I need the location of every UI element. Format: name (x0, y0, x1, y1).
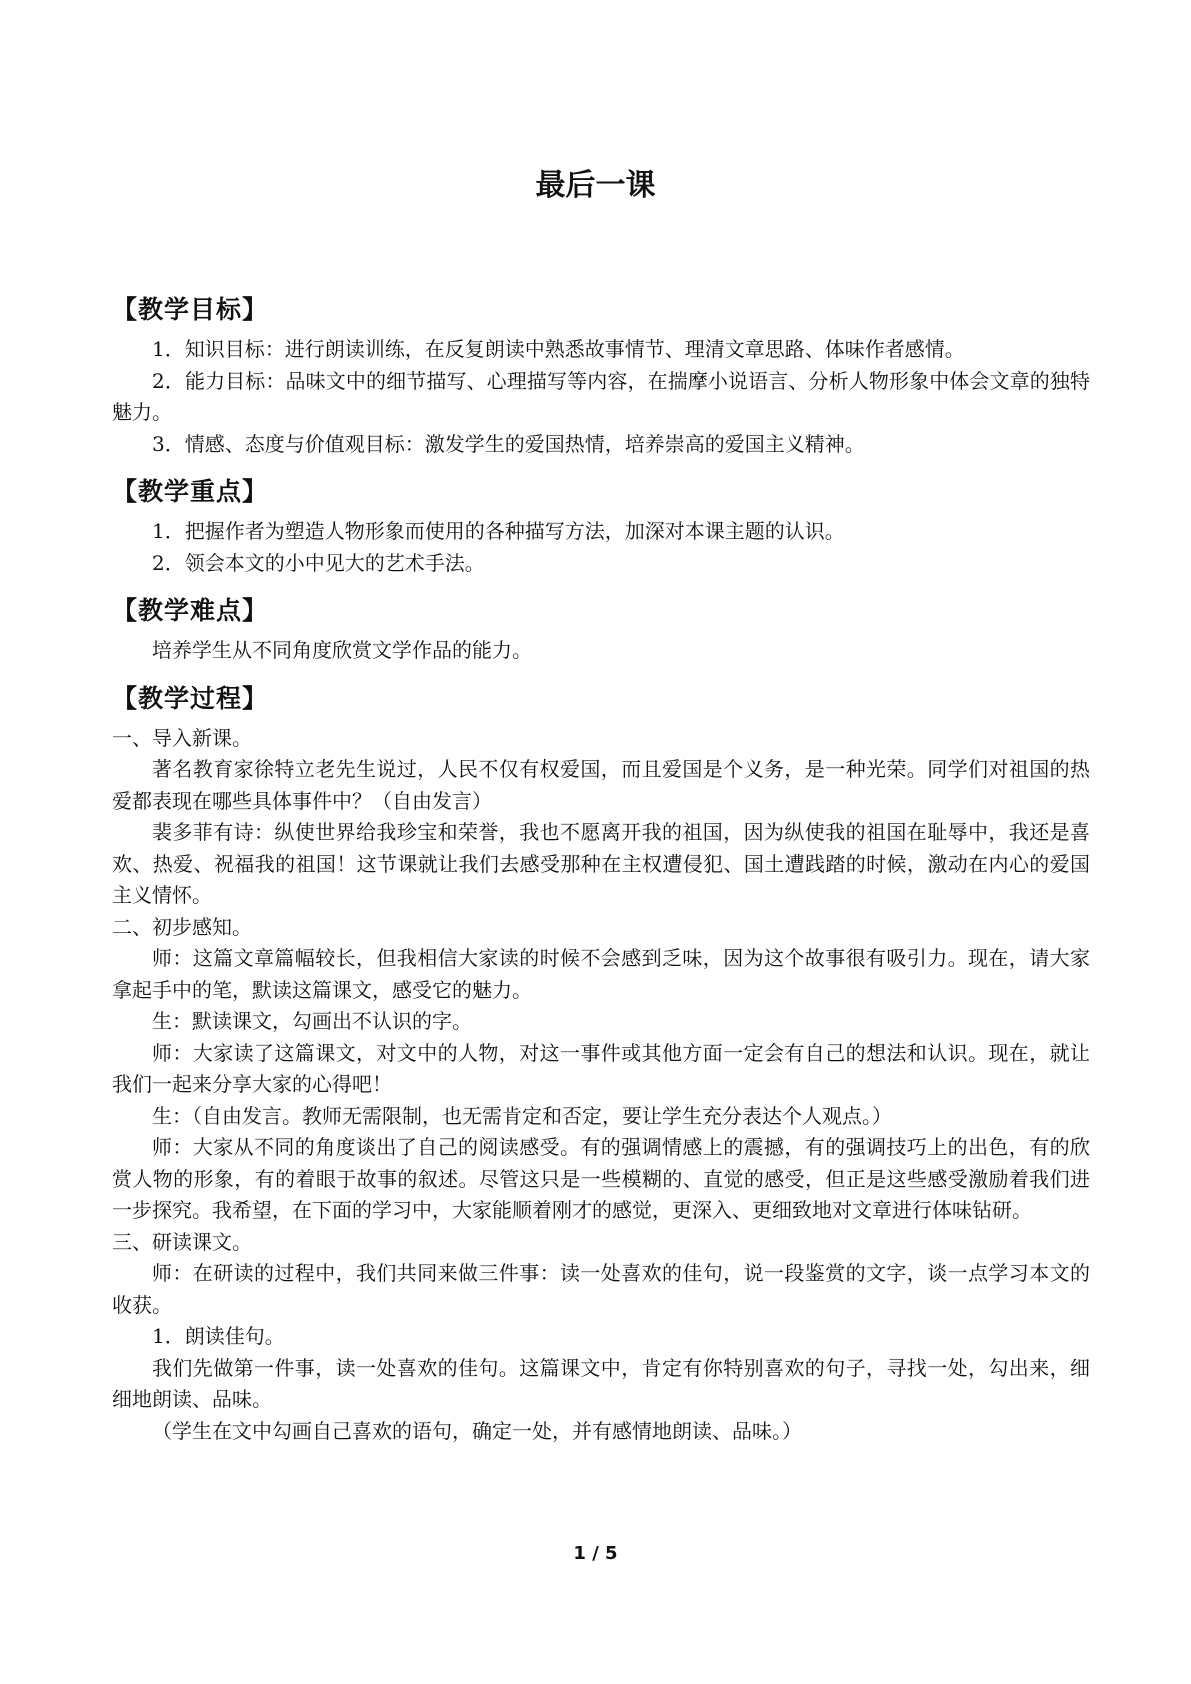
paragraph: 1．把握作者为塑造人物形象而使用的各种描写方法，加深对本课主题的认识。 (152, 519, 845, 543)
paragraph: 生：默读课文，勾画出不认识的字。 (152, 1009, 472, 1033)
paragraph: 师：大家从不同的角度谈出了自己的阅读感受。有的强调情感上的震撼，有的强调技巧上的出色，有的欣赏人物的形象，有的着眼于故事的叙述。尽管这只是一些模糊的、直觉的感受，但正是这些感受激励着我们进一步探究。我希望，在下面的学习中，大家能顺着刚才的感觉，更深入、更细致地对文章进行体味钻研。 (112, 1135, 1090, 1222)
paragraph: 师：在研读的过程中，我们共同来做三件事：读一处喜欢的佳句，说一段鉴赏的文字，谈一点学习本文的收获。 (112, 1261, 1090, 1317)
paragraph: 2．能力目标：品味文中的细节描写、心理描写等内容，在揣摩小说语言、分析人物形象中体会文章的独特魅力。 (112, 368, 1090, 424)
section-heading: 【教学重点】 (112, 477, 269, 506)
subsection-title: 二、初步感知。 (112, 914, 252, 939)
paragraph: （学生在文中勾画自己喜欢的语句，确定一处，并有感情地朗读、品味。） (152, 1418, 802, 1443)
paragraph: 1．知识目标：进行朗读训练，在反复朗读中熟悉故事情节、理清文章思路、体味作者感情。 (152, 337, 965, 361)
section-teaching-process (112, 679, 1090, 1448)
paragraph: 培养学生从不同角度欣赏文学作品的能力。 (152, 638, 532, 662)
paragraph: 我们先做第一件事，读一处喜欢的佳句。这篇课文中，肯定有你特别喜欢的句子，寻找一处，勾出来，细细地朗读、品味。 (112, 1355, 1090, 1411)
page-number: 1 / 5 (573, 1543, 618, 1564)
section-teaching-objectives (112, 290, 1090, 460)
paragraph: 师：这篇文章篇幅较长，但我相信大家读的时候不会感到乏味，因为这个故事很有吸引力。现在，请大家拿起手中的笔，默读这篇课文，感受它的魅力。 (112, 946, 1090, 1002)
subsection-title: 三、研读课文。 (112, 1229, 252, 1254)
section-heading: 【教学难点】 (112, 596, 269, 625)
paragraph: 著名教育家徐特立老先生说过，人民不仅有权爱国，而且爱国是个义务，是一种光荣。同学们对祖国的热爱都表现在哪些具体事件中？（自由发言） (112, 757, 1090, 813)
document-title: 最后一课 (535, 168, 656, 203)
paragraph: 裴多菲有诗：纵使世界给我珍宝和荣誉，我也不愿离开我的祖国，因为纵使我的祖国在耻辱中，我还是喜欢、热爱、祝福我的祖国！这节课就让我们去感受那种在主权遭侵犯、国土遭践踏的时候，激动在内心的爱国主义情怀。 (112, 820, 1090, 907)
paragraph: 师：大家读了这篇课文，对文中的人物，对这一事件或其他方面一定会有自己的想法和认识。现在，就让我们一起来分享大家的心得吧！ (112, 1040, 1090, 1096)
paragraph: 生：（自由发言。教师无需限制，也无需肯定和否定，要让学生充分表达个人观点。） (152, 1103, 892, 1128)
paragraph: 1．朗读佳句。 (152, 1324, 285, 1348)
section-heading: 【教学目标】 (112, 295, 269, 324)
document-body (112, 290, 1090, 1447)
section-teaching-focus (112, 472, 1090, 579)
paragraph: 2．领会本文的小中见大的艺术手法。 (152, 550, 485, 575)
subsection-title: 一、导入新课。 (112, 725, 252, 750)
paragraph: 3．情感、态度与价值观目标：激发学生的爱国热情，培养崇高的爱国主义精神。 (152, 431, 865, 456)
section-heading: 【教学过程】 (112, 683, 269, 713)
section-teaching-difficulty (112, 591, 1090, 667)
